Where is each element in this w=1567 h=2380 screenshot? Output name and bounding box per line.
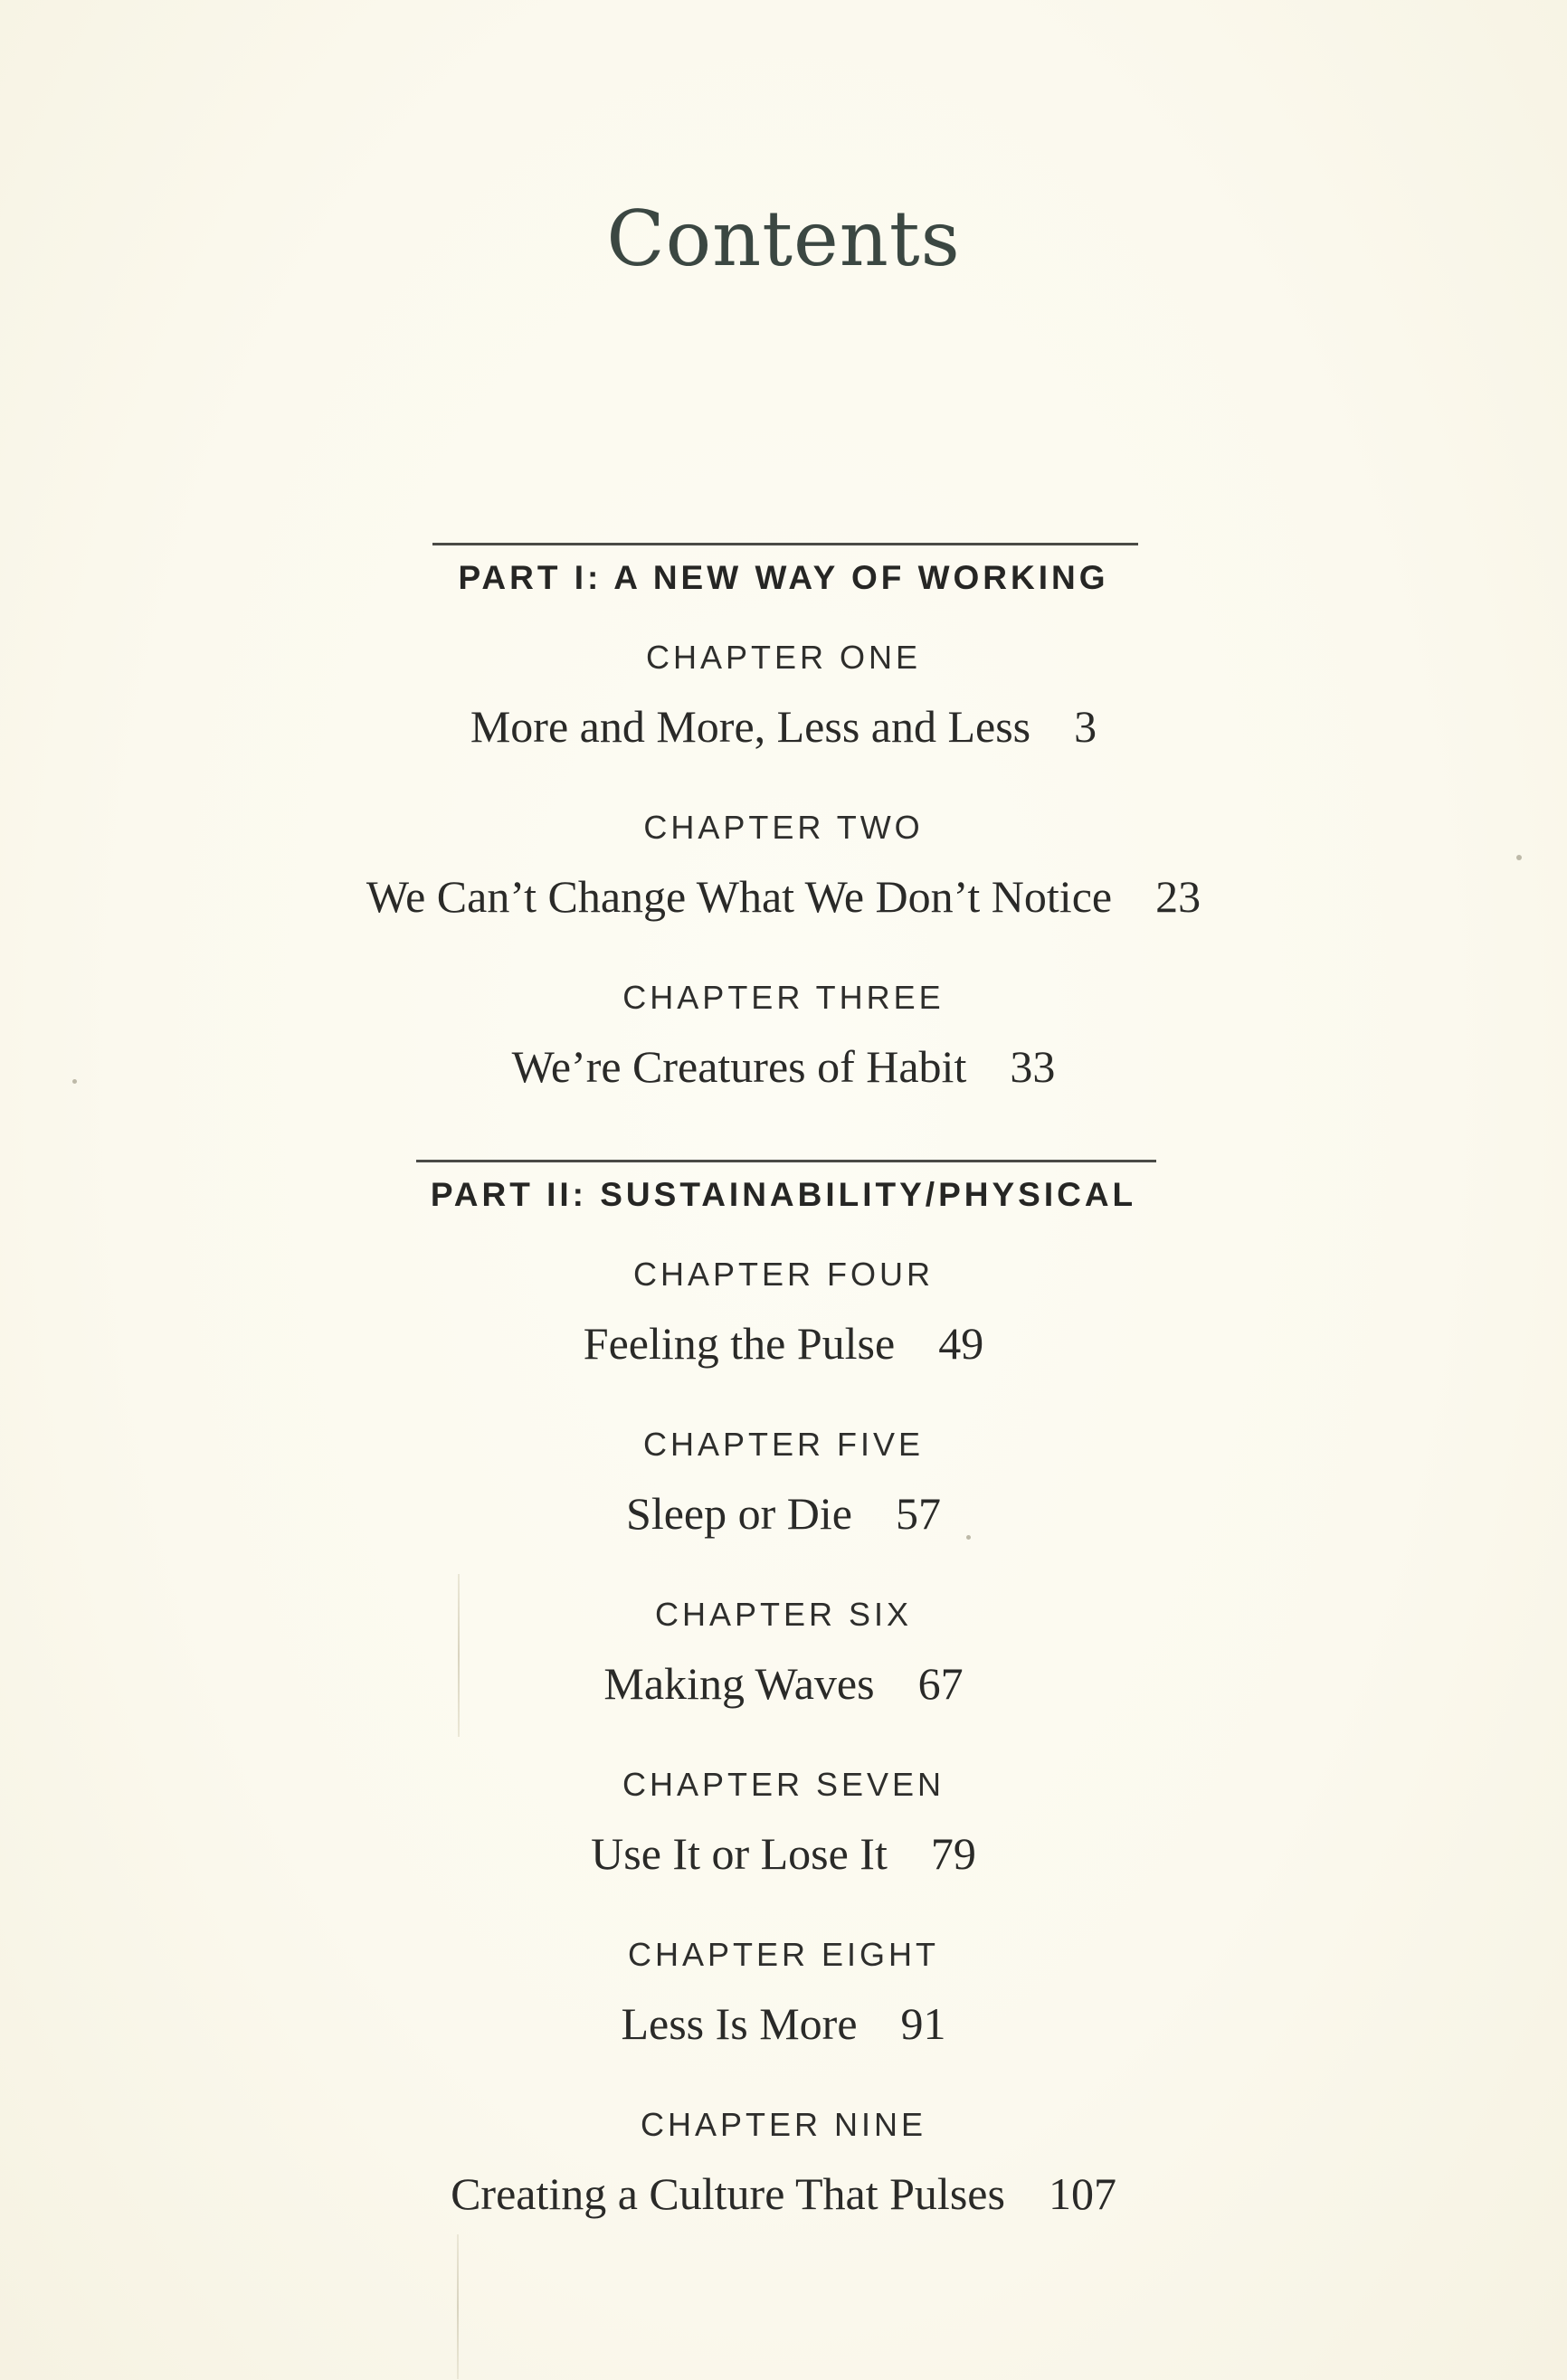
- chapter-title: We’re Creatures of Habit: [511, 1041, 967, 1092]
- chapter-page-number: 49: [938, 1318, 984, 1369]
- chapter-page-number: 79: [930, 1828, 976, 1879]
- chapter-page-number: 57: [895, 1488, 941, 1539]
- chapter-label: CHAPTER SIX: [654, 1596, 913, 1633]
- toc-entry[interactable]: [0, 2106, 1567, 2220]
- chapter-label: CHAPTER FOUR: [632, 1256, 934, 1293]
- chapter-title: We Can’t Change What We Don’t Notice: [366, 871, 1113, 922]
- chapter-title: Creating a Culture That Pulses: [451, 2168, 1005, 2219]
- chapter-title: More and More, Less and Less: [470, 701, 1031, 752]
- chapter-title-row: [0, 1657, 1567, 1710]
- chapter-title: Sleep or Die: [626, 1488, 852, 1539]
- chapter-page-number: 107: [1048, 2168, 1116, 2219]
- page-title: Contents: [606, 194, 961, 283]
- toc-entry[interactable]: [0, 1426, 1567, 1540]
- chapter-label: CHAPTER TWO: [643, 809, 924, 846]
- chapter-label: CHAPTER SEVEN: [622, 1766, 945, 1803]
- chapter-label: CHAPTER FIVE: [642, 1426, 925, 1463]
- chapter-title: Use It or Lose It: [591, 1828, 888, 1879]
- chapter-label: CHAPTER ONE: [645, 639, 922, 676]
- chapter-label: CHAPTER NINE: [640, 2106, 927, 2143]
- toc-entry[interactable]: [0, 979, 1567, 1093]
- chapter-title-row: [0, 1317, 1567, 1370]
- toc-entry[interactable]: [0, 639, 1567, 753]
- chapter-page-number: 91: [900, 1998, 946, 2049]
- chapter-page-number: 67: [917, 1658, 964, 1709]
- part-divider: [432, 543, 1138, 545]
- chapter-title-row: [0, 1827, 1567, 1880]
- toc-entry[interactable]: [0, 809, 1567, 923]
- part-heading: PART II: SUSTAINABILITY/PHYSICAL: [430, 1176, 1137, 1213]
- toc-entry[interactable]: [0, 1766, 1567, 1880]
- chapter-title-row: [0, 870, 1567, 923]
- part-divider: [416, 1160, 1156, 1162]
- chapter-title-row: [0, 700, 1567, 753]
- chapter-title-row: [0, 1997, 1567, 2050]
- page-crease: [457, 2234, 459, 2379]
- part-heading: PART I: A NEW WAY OF WORKING: [458, 559, 1109, 596]
- chapter-page-number: 23: [1155, 871, 1201, 922]
- chapter-title: Making Waves: [603, 1658, 875, 1709]
- chapter-title: Feeling the Pulse: [583, 1318, 896, 1369]
- toc-entry[interactable]: [0, 1936, 1567, 2050]
- chapter-title-row: [0, 1040, 1567, 1093]
- toc-entry[interactable]: [0, 1256, 1567, 1370]
- chapter-page-number: 3: [1074, 701, 1097, 752]
- chapter-title: Less Is More: [621, 1998, 858, 2049]
- chapter-label: CHAPTER EIGHT: [627, 1936, 940, 1973]
- chapter-title-row: [0, 2167, 1567, 2220]
- chapter-title-row: [0, 1487, 1567, 1540]
- toc-entry[interactable]: [0, 1596, 1567, 1710]
- chapter-label: CHAPTER THREE: [622, 979, 945, 1016]
- chapter-page-number: 33: [1010, 1041, 1056, 1092]
